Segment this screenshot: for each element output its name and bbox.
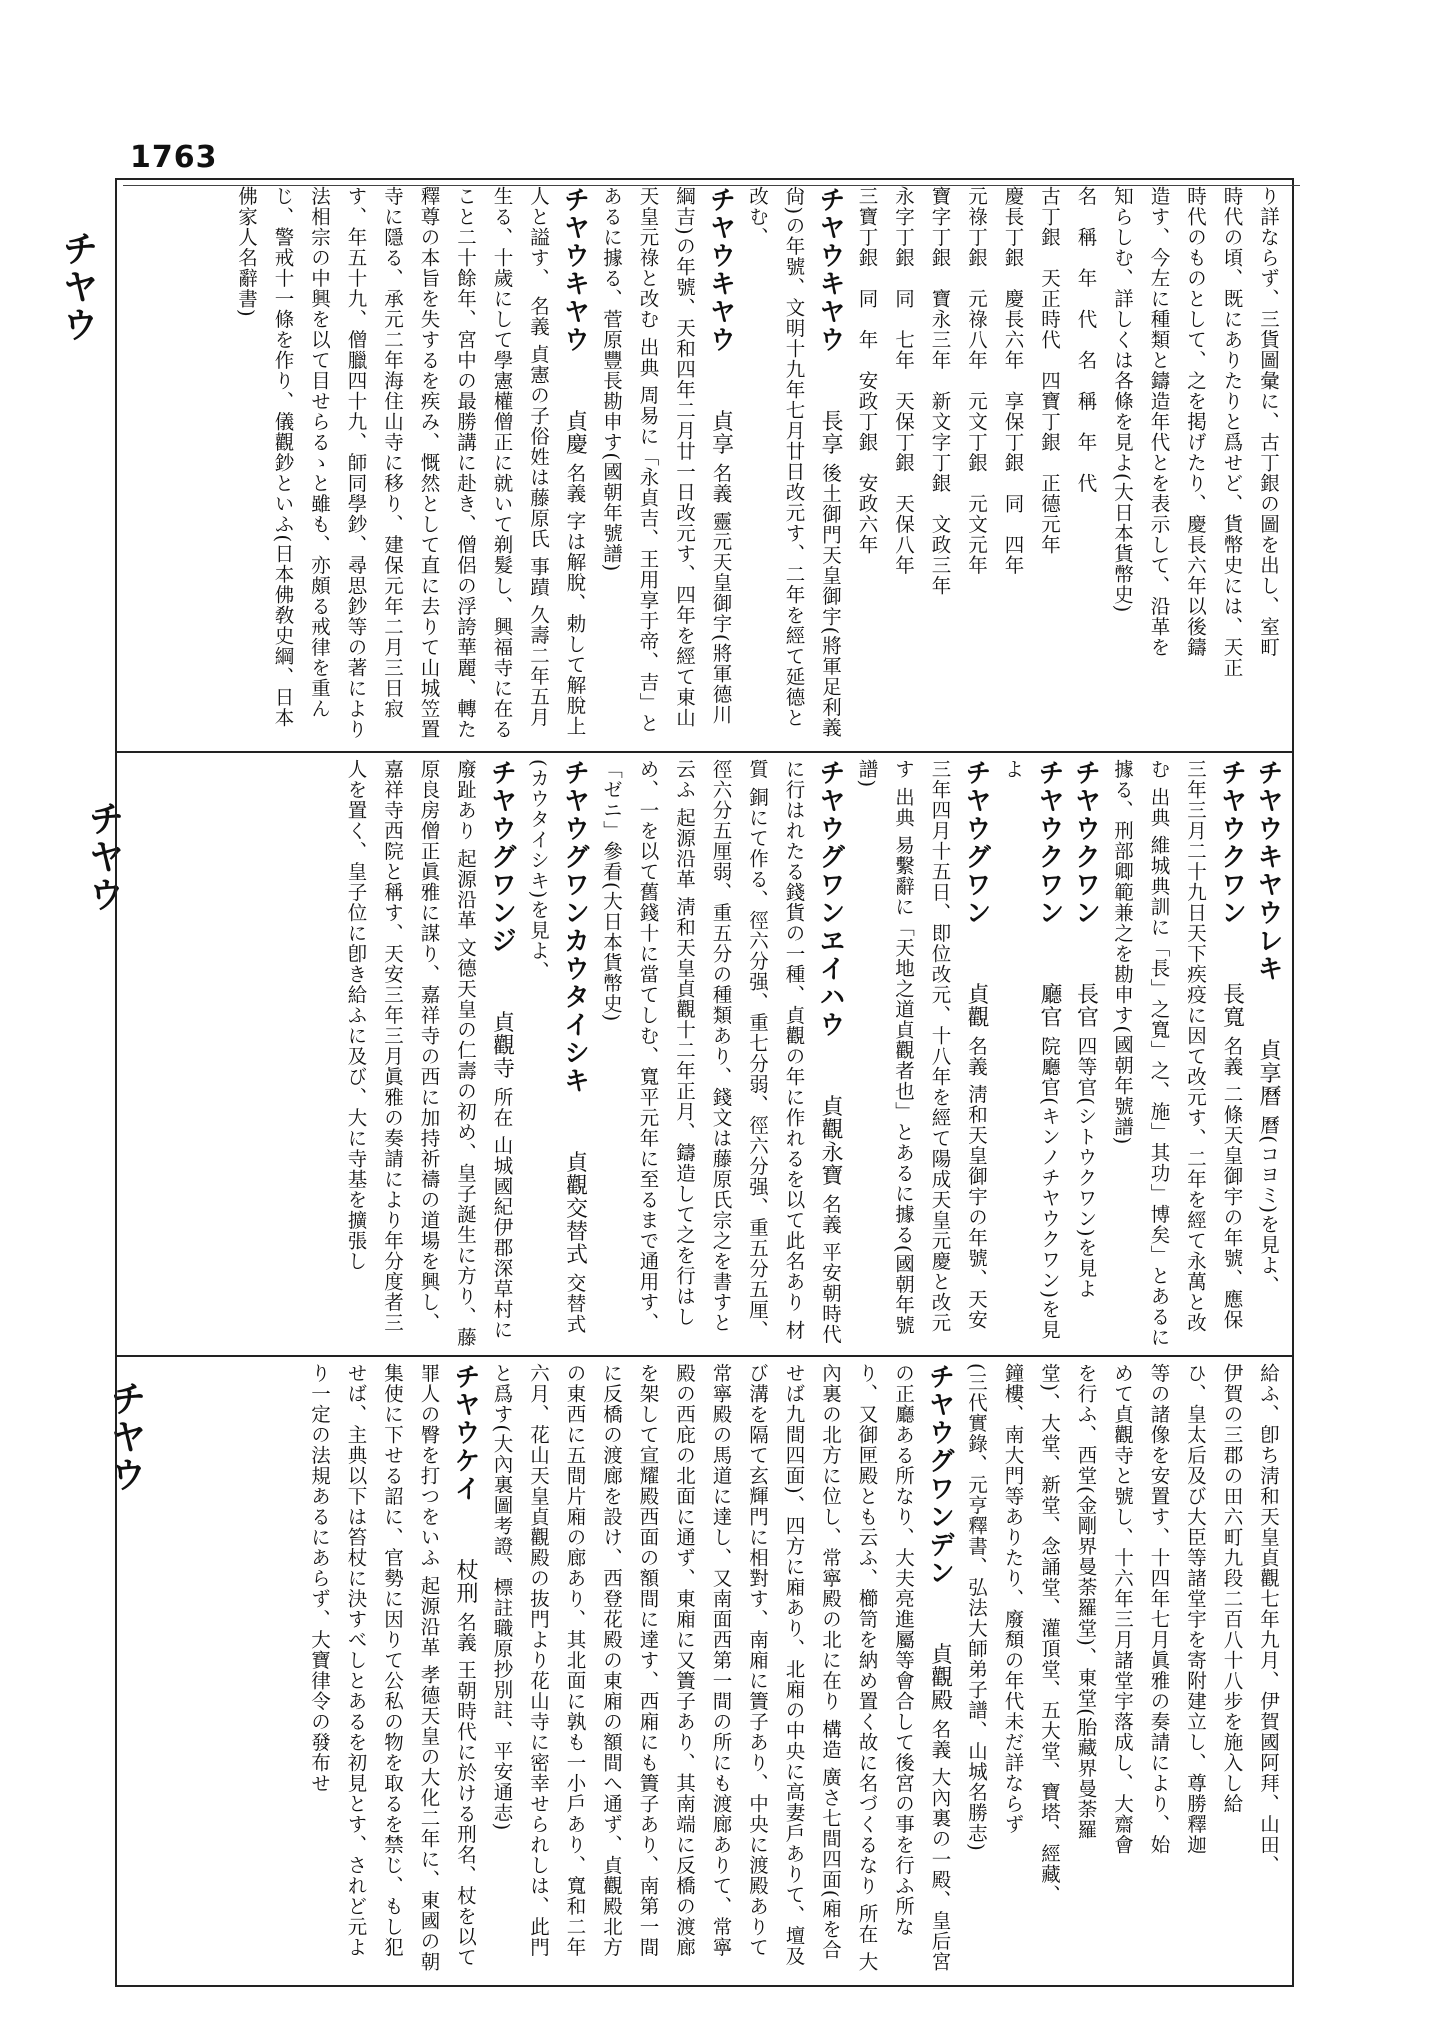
entry <box>1067 759 1104 1349</box>
bottom-line: 給ふ、卽ち淸和天皇貞觀七年九月、伊賀國阿拜、山田、 <box>1257 1363 1280 1876</box>
entry-kanji: 貞觀殿 <box>927 1642 953 1712</box>
top-line: 造す、今左に種類と鑄造年代とを表示して、沿革を <box>1147 186 1171 658</box>
entry <box>739 186 849 745</box>
entry-text: 四等官(シトウクワン)を見よ <box>1074 1035 1098 1300</box>
entry-head: チヤウキヤウ <box>559 186 590 354</box>
entry <box>1104 759 1250 1349</box>
entry <box>228 186 593 745</box>
entry-text: 交替式(カウタイシキ)を見よ、 <box>527 759 587 1335</box>
entry <box>337 759 520 1349</box>
entry-head: チヤウキヤウ <box>815 186 845 354</box>
entry-head: チヤウグワンカウタイシキ <box>559 759 590 1095</box>
entry <box>994 759 1067 1349</box>
table-row: 永字丁銀 同 七年 天保丁銀 天保八年 <box>892 186 915 576</box>
entry-kanji: 貞觀 <box>964 982 989 1029</box>
entry <box>483 1363 958 1975</box>
entry-text: 院廳官(キンノチヤウクワン)を見よ <box>1001 759 1061 1341</box>
entry-text: 名義 字は解脫、勅して解脫上人と謚す、 名義 貞憲の子俗姓は藤原氏 事蹟 久壽二年五月生る、十歲にして學憲權僧正に就いて剃髮し、興福寺に在ること二十餘年、宮中の最勝講に赴き、僧侶の浮誇華麗、轉た釋尊の本旨を失するを疾み、慨然として直に去りて山城笠置寺に隱る、承元二年海住山寺に移り、建保元年二月三日寂す、年五十九、僧臘四十九、師同學鈔、尋思鈔等の著により法相宗の中興を以て目せらるゝと雖も、亦頗る戒律を重んじ、警戒十一條を作り、儀觀鈔といふ(日本佛敎史綱、日本佛家人名辭書) <box>235 186 587 740</box>
top-line: 時代のものとして、之を掲げたり、慶長六年以後鑄 <box>1184 186 1207 658</box>
entry-head: チヤウグワン <box>961 759 991 927</box>
entry-kanji: 貞觀交替式 <box>562 1150 588 1266</box>
entry-text: 所在 山城國紀伊郡深草村に廢趾あり 起源沿革 文德天皇の仁壽の初め、皇子誕生に方り、藤原良房僧正眞雅に謀り、嘉祥寺の西に加持祈禱の道場を興し、嘉祥寺西院と稱す、天安三年三月眞雅の奏請により年分度者三人を置く、皇子位に卽き給ふに及び、大に寺基を擴張し <box>344 759 514 1348</box>
entry-text: 名義 二條天皇御宇の年號、應保三年三月二十九日天下疾疫に因て改元す、二年を經て永萬と改む 出典 維城典訓に「長」之寬」之、施」其功」博矣」とあるに據る、刑部卿範兼之を勘申す(國朝年號譜) <box>1111 759 1244 1348</box>
bottom-line: を行ふ、西堂(金剛界曼荼羅堂)、東堂(胎藏界曼荼羅 <box>1074 1363 1098 1840</box>
bottom-line: 鐘樓、南大門等ありたり、廢頽の年代未だ詳ならず <box>1001 1363 1025 1835</box>
entry-kanji: 貞享 <box>708 409 734 456</box>
band-top <box>117 180 1292 751</box>
bottom-line: 伊賀の三郡の田六町九段二百八十八步を施入し給 <box>1220 1363 1244 1814</box>
table-row: 古丁銀 天正時代 四寶丁銀 正德元年 <box>1038 186 1061 555</box>
table-row: 三寶丁銀 同 年 安政丁銀 安政六年 <box>855 186 879 555</box>
entry-text: 後土御門天皇御宇(將軍足利義尙)の年號、文明十九年七月廿日改元す、二年を經て延德と改む、 <box>746 186 842 738</box>
entry-kanji: 長官 <box>1073 982 1099 1029</box>
band-top-text <box>123 186 1286 745</box>
page-frame <box>115 178 1294 1987</box>
entry-kanji: 廳官 <box>1037 982 1062 1029</box>
entry-text: 名義 王朝時代に於ける刑名、杖を以て罪人の臀を打つをいふ 起源沿革 孝德天皇の大化二年に、東國の朝集使に下せる詔に、官勢に因りて公私の物を取るを禁じ、もし犯せば、主典以下は笞杖に決すべしとあるを初見とす、されど元より一定の法規あるにあらず、大寶律令の發布せ <box>308 1363 477 1972</box>
bottom-line: 等の諸像を安置す、十四年七月眞雅の奏請により、始 <box>1147 1363 1171 1855</box>
entry <box>1250 759 1287 1349</box>
band-bottom-text <box>123 1363 1286 1975</box>
entry <box>848 759 994 1349</box>
entry-head: チヤウキヤウ <box>705 186 736 354</box>
entry-text: 曆(コヨミ)を見よ、 <box>1257 1114 1280 1297</box>
entry-text: 名義 平安朝時代に行はれたる錢貨の一種、貞觀の年に作れるを以て此名あり 材質 銅にて作る、徑六分强、重七分弱、徑六分强、重五分五厘、徑六分五厘弱、重五分の種類あり、錢文は藤原氏宗之を書すと云ふ 起源沿革 淸和天皇貞觀十二年正月、鑄造して之を行はしめ、一を以て舊錢十に當てしむ、寬平元年に至るまで通用す、「ゼニ」參看(大日本貨幣史) <box>600 759 842 1345</box>
entry-text: 名義 大內裏の一殿、皇后宮の正廳ある所なり、大夫亮進屬等會合して後宮の事を行ふ所なり、又御匣殿とも云ふ、櫛笥を納め置く故に名づくるなり 所在 大內裏の北方に位し、常寧殿の北に在り 構造 廣さ七間四面(廂を合せば九間四面)、四方に廂あり、北廂の中央に高妻戶ありて、壇及び溝を隔て玄輝門に相對す、南廂に簀子あり、中央に渡殿ありて常寧殿の馬道に達し、又南面西第一間の所にも渡廊ありて、常寧殿の西庇の北面に通ず、東廂に又簀子あり、其南端に反橋の渡廊を架して宣耀殿西面の額間に達す、西廂にも簀子あり、南第一間に反橋の渡廊を設け、西登花殿の東廂の額間へ通ず、貞觀殿北方の東西に五間片廂の廊あり、其北面に孰も一小戶あり、寬和二年六月、花山天皇貞觀殿の抜門より花山寺に密幸せられしは、此門と爲す(大內裏圖考證、標註職原抄別註、平安通志) <box>490 1363 952 1972</box>
entry-kanji: 長享 <box>818 409 843 456</box>
entry-kanji: 貞觀永寶 <box>818 1094 843 1187</box>
page-number: 1763 <box>130 140 218 175</box>
top-line: 知らしむ、詳しくは各條を見よ(大日本貨幣史) <box>1111 186 1134 614</box>
entry <box>593 186 739 745</box>
entry <box>301 1363 484 1975</box>
entry-kanji: 長寬 <box>1219 982 1245 1029</box>
band-bottom <box>117 1357 1292 1981</box>
top-line: り詳ならず、三貨圖彙に、古丁銀の圖を出し、室町 <box>1257 186 1280 658</box>
entry-kanji: 貞慶 <box>562 409 588 456</box>
entry-kanji: 杖刑 <box>453 1558 478 1605</box>
bottom-line: 堂)、大堂、新堂、念誦堂、灌頂堂、五大堂、寶塔、經藏、 <box>1038 1363 1061 1905</box>
entry <box>593 759 849 1349</box>
entry-text: 名義 靈元天皇御宇(將軍德川綱吉)の年號、天和四年二月廿一日改元す、四年を經て東山天皇元祿と改む 出典 周易に「永貞吉、王用享于帝、吉」とあるに據る、菅原豐長勘申す(國朝年號譜) <box>600 186 733 734</box>
table-row: 元祿丁銀 元祿八年 元文丁銀 元文元年 <box>965 186 988 576</box>
entry-head: チヤウグワンヱイハウ <box>815 759 845 1039</box>
table-row: 名 稱 年 代 名 稱 年 代 <box>1074 186 1098 494</box>
band-middle-text <box>123 759 1286 1349</box>
table-row: 寶字丁銀 寶永三年 新文字丁銀 文政三年 <box>928 186 952 596</box>
table-row: 慶長丁銀 慶長六年 享保丁銀 同 四年 <box>1001 186 1025 576</box>
silver-coin-table <box>848 186 1104 745</box>
entry-head: チヤウクワン <box>1070 759 1101 927</box>
top-line: 時代の頃、既にありたりと爲せど、貨幣史には、天正 <box>1220 186 1244 678</box>
entry-head: チヤウクワン <box>1216 759 1247 927</box>
entry-head: チヤウクワン <box>1034 759 1064 927</box>
entry <box>520 759 593 1349</box>
entry-kanji: 貞觀寺 <box>489 1010 515 1080</box>
running-head-top: チヤウ <box>57 230 98 344</box>
band-middle <box>117 753 1292 1355</box>
entry-head: チヤウケイ <box>450 1363 480 1503</box>
entry-kanji: 貞享曆 <box>1256 1038 1281 1108</box>
running-head-middle: チヤウ <box>83 800 124 914</box>
running-head-bottom: チヤウ <box>105 1380 146 1494</box>
entry-text: 名義 淸和天皇御宇の年號、天安三年四月十五日、即位改元、十八年を經て陽成天皇元慶と改元す 出典 易繫辭に「天地之道貞觀者也」とあるに據る(國朝年號譜) <box>855 759 988 1336</box>
entry-head: チヤウキヤウレキ <box>1253 759 1283 983</box>
entry-head: チヤウグワンデン <box>924 1363 955 1587</box>
bottom-line: (三代實錄、元亨釋書、弘法大師弟子譜、山城名勝志) <box>965 1363 988 1852</box>
bottom-line: ひ、皇太后及び大臣等諸堂宇を寄附建立し、尊勝釋迦 <box>1184 1363 1207 1855</box>
entry-head: チヤウグワンジ <box>486 759 517 955</box>
bottom-line: めて貞觀寺と號し、十六年三月諸堂宇落成し、大齋會 <box>1111 1363 1134 1855</box>
